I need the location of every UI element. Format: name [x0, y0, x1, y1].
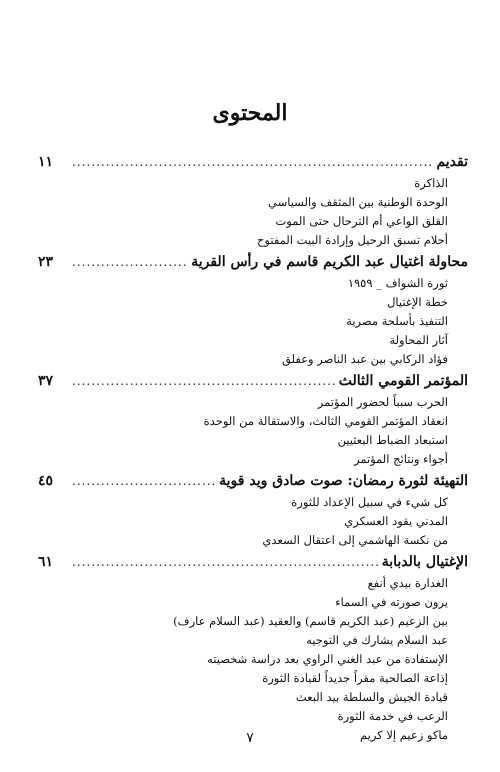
subsection-item: الوحدة الوطنية بين المثقف والسياسي	[267, 195, 448, 209]
subsection-item: خطة الإغتيال	[387, 295, 448, 309]
subsection-item: القلق الواعي أم الترحال حتى الموت	[275, 214, 448, 228]
subsection-item: يرون صورته في السماء	[335, 595, 448, 609]
section-page-number: ٣٧	[38, 373, 54, 389]
subsection-list	[38, 174, 468, 250]
dot-leader	[72, 369, 335, 393]
subsection-item: كل شيء في سبيل الإعداد للثورة	[291, 495, 448, 509]
toc-section	[38, 369, 468, 469]
subsection-item: التنفيذ بأسلحة مصرية	[346, 314, 448, 328]
dot-leader	[72, 550, 378, 574]
section-page-number: ١١	[38, 154, 54, 170]
subsection-item: ثورة الشواف _ ١٩٥٩	[347, 276, 448, 290]
section-title: التهيئة لثورة رمضان: صوت صادق ويد قوية	[219, 473, 468, 489]
section-title: المؤتمر القومي الثالث	[338, 373, 468, 389]
section-heading[interactable]	[38, 150, 468, 174]
subsection-item: إذاعة الصالحية مقراً جديداً لقيادة الثورة	[262, 671, 448, 685]
subsection-list	[38, 274, 468, 369]
section-heading[interactable]	[38, 550, 468, 574]
subsection-item: من نكسة الهاشمي إلى اعتقال السعدي	[262, 533, 448, 547]
subsection-list	[38, 493, 468, 550]
subsection-item: عبد السلام يشارك في التوجيه	[306, 633, 448, 647]
section-page-number: ٢٣	[38, 254, 54, 270]
subsection-item: آثار المحاولة	[389, 333, 448, 347]
table-of-contents	[38, 150, 468, 745]
subsection-item: انعقاد المؤتمر القومي الثالث، والاستقالة من الوحدة	[203, 414, 448, 428]
subsection-item: الحرب سبباً لحضور المؤتمر	[317, 395, 448, 409]
section-heading[interactable]	[38, 369, 468, 393]
subsection-item: بين الزعيم (عبد الكريم قاسم) والعقيد (عبد السلام عارف)	[173, 614, 448, 628]
toc-section	[38, 150, 468, 250]
toc-section	[38, 469, 468, 550]
subsection-item: أجواء ونتائج المؤتمر	[354, 452, 448, 466]
section-title: محاولة اغتيال عبد الكريم قاسم في رأس القرية	[191, 254, 468, 270]
toc-section	[38, 550, 468, 745]
section-page-number: ٤٥	[38, 473, 54, 489]
subsection-item: الرعب في خدمة الثورة	[337, 709, 448, 723]
toc-section	[38, 250, 468, 369]
section-heading[interactable]	[38, 250, 468, 274]
subsection-item: ماكو زعيم إلا كريم	[359, 728, 448, 742]
section-title: تقديم	[436, 154, 468, 170]
page-title: المحتوى	[212, 100, 288, 126]
subsection-item: الغدارة بيدي أنفع	[367, 576, 448, 590]
section-heading[interactable]	[38, 469, 468, 493]
subsection-item: الذاكرة	[414, 176, 448, 190]
subsection-item: فؤاد الركابي بين عبد الناصر وعفلق	[281, 352, 448, 366]
section-title: الإغتيال بالدبابة	[381, 554, 468, 570]
subsection-item: قيادة الجيش والسلطة بيد البعث	[295, 690, 448, 704]
subsection-item: استبعاد الضباط البعثيين	[337, 433, 448, 447]
subsection-item: الإستفادة من عبد الغني الراوي بعد دراسة شخصيته	[207, 652, 448, 666]
subsection-list	[38, 393, 468, 469]
dot-leader	[72, 469, 215, 493]
dot-leader	[72, 250, 187, 274]
section-page-number: ٦١	[38, 554, 54, 570]
subsection-list	[38, 574, 468, 745]
subsection-item: أحلام تسبق الرحيل وإرادة البيت المفتوح	[257, 233, 448, 247]
page-number: ٧	[246, 730, 254, 746]
dot-leader	[72, 150, 432, 174]
subsection-item: المدني يقود العسكري	[344, 514, 448, 528]
